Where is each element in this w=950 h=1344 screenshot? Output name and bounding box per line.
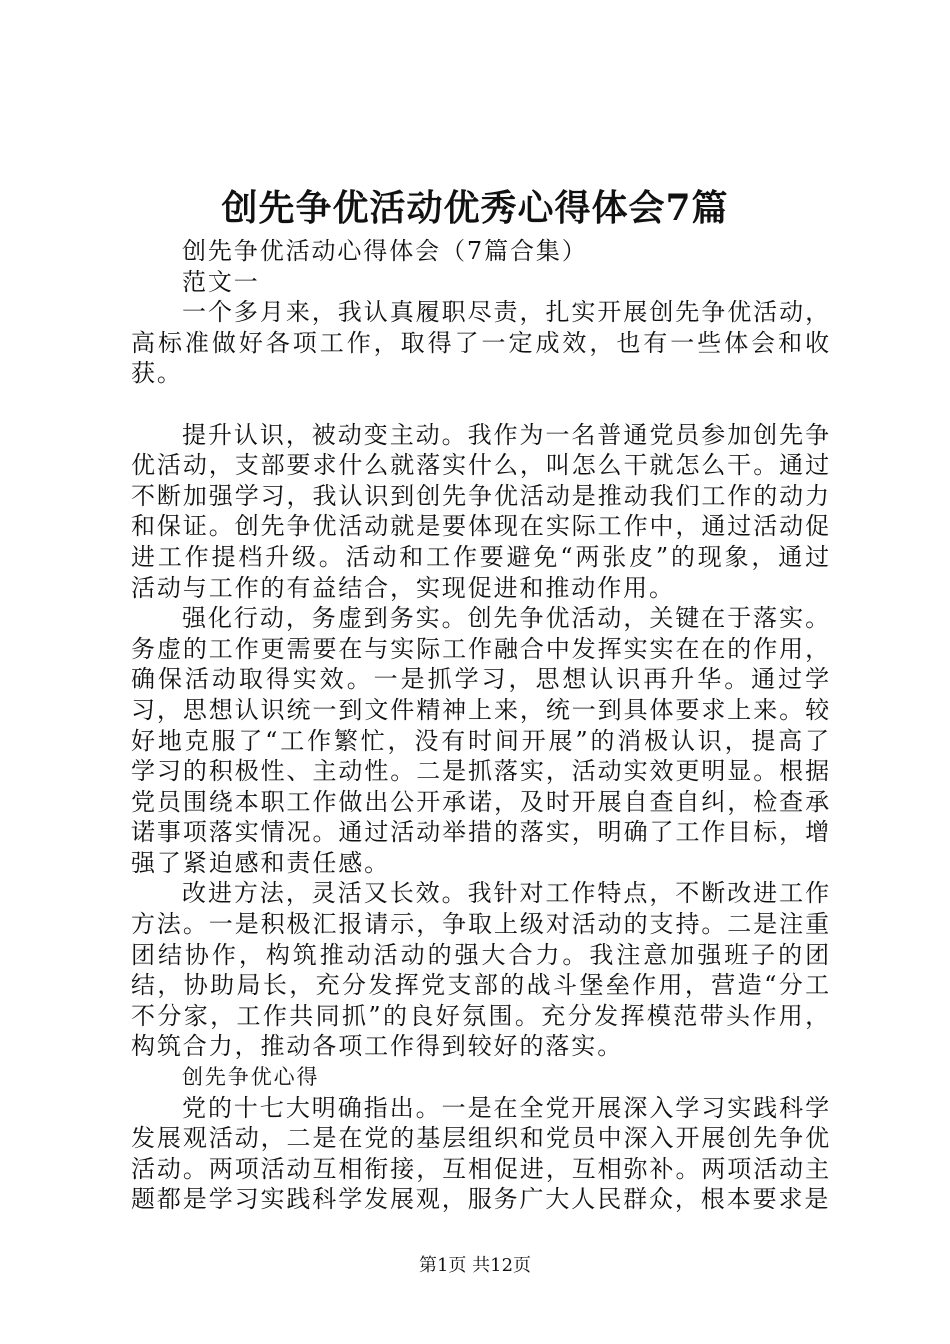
paragraph: 改进方法，灵活又长效。我针对工作特点，不断改进工作方法。一是积极汇报请示，争取上级对活动的支持。二是注重团结协作，构筑推动活动的强大合力。我注意加强班子的团结，协助局长，充分发挥党支部的战斗堡垒作用，营造“分工不分家，工作共同抓”的良好氛围。充分发挥模范带头作用，构筑合力，推动各项工作得到较好的落实。 <box>131 879 831 1061</box>
paragraph: 党的十七大明确指出。一是在全党开展深入学习实践科学发展观活动，二是在党的基层组织和党员中深入开展创先争优活动。两项活动互相衔接，互相促进，互相弥补。两项活动主题都是学习实践科学发展观，服务广大人民群众，根本要求是 <box>131 1093 831 1214</box>
document-body <box>131 236 831 1215</box>
paragraph: 提升认识，被动变主动。我作为一名普通党员参加创先争优活动，支部要求什么就落实什么，叫怎么干就怎么干。通过不断加强学习，我认识到创先争优活动是推动我们工作的动力和保证。创先争优活动就是要体现在实际工作中，通过活动促进工作提档升级。活动和工作要避免“两张皮”的现象，通过活动与工作的有益结合，实现促进和推动作用。 <box>131 420 831 602</box>
paragraph: 范文一 <box>182 267 260 296</box>
page-footer: 第1页 共12页 <box>418 1255 532 1276</box>
document-title: 创先争优活动优秀心得体会7篇 <box>221 187 729 229</box>
paragraph: 创先争优活动心得体会（7篇合集） <box>182 237 588 265</box>
paragraph: 强化行动，务虚到务实。创先争优活动，关键在于落实。务虚的工作更需要在与实际工作融合中发挥实实在在的作用，确保活动取得实效。一是抓学习，思想认识再升华。通过学习，思想认识统一到文件精神上来，统一到具体要求上来。较好地克服了“工作繁忙，没有时间开展”的消极认识，提高了学习的积极性、主动性。二是抓落实，活动实效更明显。根据党员围绕本职工作做出公开承诺，及时开展自查自纠，检查承诺事项落实情况。通过活动举措的落实，明确了工作目标，增强了紧迫感和责任感。 <box>131 604 831 877</box>
paragraph: 一个多月来，我认真履职尽责，扎实开展创先争优活动，高标准做好各项工作，取得了一定成效，也有一些体会和收获。 <box>131 298 831 388</box>
section-subheading: 创先争优心得 <box>182 1065 320 1090</box>
